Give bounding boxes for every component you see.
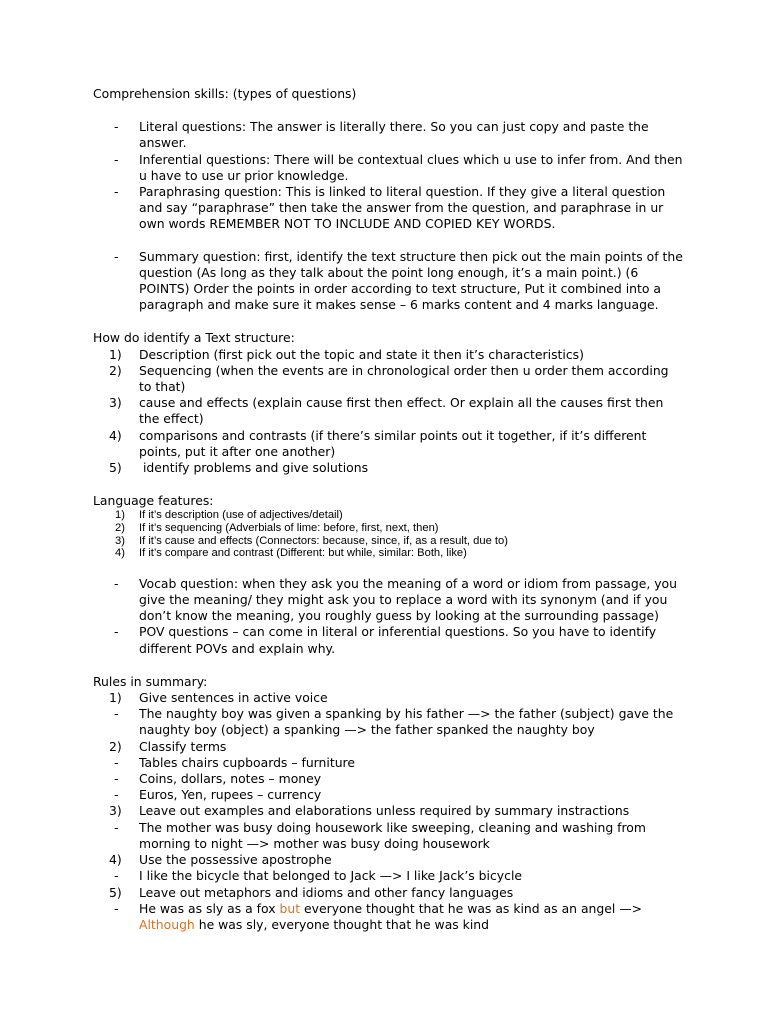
- list-item: [93, 576, 683, 625]
- bullet-dash: -: [114, 819, 119, 835]
- list-item-text: If it’s sequencing (Adverbials of lime: before, first, next, then): [139, 522, 439, 535]
- example-part: everyone thought that he was as kind as an angel —>: [300, 900, 646, 916]
- list-item-text: Literal questions: The answer is literally there. So you can just copy and paste the answer.: [139, 119, 649, 151]
- example-item: [93, 787, 683, 803]
- rule-text: Use the possessive apostrophe: [139, 852, 332, 868]
- example-item: [93, 901, 683, 933]
- bullet-dash: -: [114, 900, 119, 916]
- example-item: [93, 868, 683, 884]
- rule-item: [93, 690, 683, 706]
- rule-text: Leave out metaphors and idioms and other fancy languages: [139, 884, 514, 900]
- highlighted-word: Although: [139, 916, 195, 932]
- text-structure-list: [93, 347, 683, 477]
- list-item-text: Summary question: first, identify the text structure then pick out the main points of the question (As long as they talk about the point long enough, it’s a main point.) (6 POINTS) Order the points in order according to text structure, Put it combined into a paragraph and make sure it makes sense – 6 marks content and 4 marks language.: [139, 248, 683, 313]
- list-item-text: Vocab question: when they ask you the meaning of a word or idiom from passage, you give the meaning/ they might ask you to replace a word with its synonym (and if you don’t know the meaning, you roughly guess by looking at the surrounding passage): [139, 575, 677, 624]
- list-number: 1): [109, 690, 122, 706]
- list-item: [93, 249, 683, 314]
- list-item: [93, 347, 683, 363]
- list-item-text: Paraphrasing question: This is linked to literal question. If they give a literal question and say “paraphrase” then take the answer from the question, and paraphrase in ur own words REMEMBER NOT TO INCLUDE AND COPIED KEY WORDS.: [139, 184, 666, 232]
- list-item-text: comparisons and contrasts (if there’s similar points out it together, if it’s different points, put it after one another): [139, 427, 647, 459]
- language-notes-list: [93, 576, 683, 657]
- bullet-dash: -: [114, 754, 119, 770]
- highlighted-word: but: [279, 900, 301, 916]
- example-text: Tables chairs cupboards – furniture: [139, 754, 356, 770]
- rule-item: [93, 739, 683, 755]
- list-item: [93, 363, 683, 395]
- list-item-text: POV questions – can come in literal or inferential questions. So you have to identify different POVs and explain why.: [139, 624, 657, 656]
- rule-text: Classify terms: [139, 738, 227, 754]
- example-item: [93, 771, 683, 787]
- list-number: 4): [115, 547, 125, 560]
- list-item-text: If it’s cause and effects (Connectors: because, since, if, as a result, due to): [139, 534, 508, 547]
- example-item: [93, 706, 683, 738]
- list-item: [93, 547, 683, 560]
- list-item-text: Inferential questions: There will be contextual clues which u use to infer from. And then u have to use ur prior knowledge.: [139, 151, 683, 183]
- list-number: 4): [109, 427, 122, 443]
- example-item: [93, 755, 683, 771]
- section-heading-text-structure: How do identify a Text structure:: [93, 330, 295, 346]
- list-number: 3): [109, 803, 122, 819]
- list-item-text: Sequencing (when the events are in chronological order then u order them according to that): [139, 362, 669, 395]
- rule-text: Give sentences in active voice: [139, 690, 328, 706]
- list-number: 5): [109, 460, 122, 476]
- rule-item: [93, 803, 683, 819]
- list-number: 1): [115, 509, 125, 522]
- bullet-dash: -: [114, 787, 119, 803]
- bullet-dash: -: [114, 624, 119, 640]
- list-item: [93, 460, 683, 476]
- example-item: [93, 820, 683, 852]
- bullet-dash: -: [114, 706, 119, 722]
- language-features-list: [93, 509, 683, 559]
- document-page: [93, 86, 683, 933]
- list-item: [93, 535, 683, 548]
- list-item: [93, 395, 683, 427]
- list-number: 5): [109, 884, 122, 900]
- summary-rules-list: [93, 690, 683, 933]
- example-text: The mother was busy doing housework like sweeping, cleaning and washing from morning to night —> mother was busy doing housework: [139, 819, 646, 851]
- example-text: Coins, dollars, notes – money: [139, 771, 322, 787]
- list-item-text: If it’s description (use of adjectives/detail): [139, 509, 343, 522]
- example-text: [139, 901, 683, 933]
- list-number: 1): [109, 346, 122, 362]
- bullet-dash: -: [114, 151, 119, 167]
- list-item: [93, 522, 683, 535]
- list-number: 4): [109, 852, 122, 868]
- list-number: 3): [115, 534, 125, 547]
- bullet-dash: -: [114, 119, 119, 135]
- list-item: [93, 509, 683, 522]
- list-item: [93, 624, 683, 656]
- list-item: [93, 119, 683, 151]
- list-number: 2): [115, 522, 125, 535]
- bullet-dash: -: [114, 184, 119, 200]
- example-text: Euros, Yen, rupees – currency: [139, 787, 322, 803]
- list-item: [93, 184, 683, 233]
- rule-text: Leave out examples and elaborations unless required by summary instractions: [139, 803, 630, 819]
- example-text: The naughty boy was given a spanking by his father —> the father (subject) gave the naughty boy (object) a spanking —> the father spanked the naughty boy: [139, 706, 674, 738]
- example-part: he was sly, everyone thought that he was kind: [194, 916, 490, 932]
- list-item-text: cause and effects (explain cause first then effect. Or explain all the causes first then the effect): [139, 395, 664, 427]
- bullet-dash: -: [114, 575, 119, 591]
- bullet-dash: -: [114, 248, 119, 264]
- page-title: Comprehension skills: (types of questions): [93, 86, 357, 101]
- list-item-text: If it’s compare and contrast (Different: but while, similar: Both, like): [139, 547, 467, 560]
- rule-item: [93, 885, 683, 901]
- list-number: 2): [109, 738, 122, 754]
- question-types-list: [93, 119, 683, 313]
- list-item-text: Description (first pick out the topic and state it then it’s characteristics): [139, 346, 584, 362]
- list-item: [93, 152, 683, 184]
- section-heading-summary-rules: Rules in summary:: [93, 673, 208, 689]
- list-number: 3): [109, 395, 122, 411]
- example-part: He was as sly as a fox: [139, 900, 280, 916]
- example-text: I like the bicycle that belonged to Jack —> I like Jack’s bicycle: [139, 868, 523, 884]
- bullet-dash: -: [114, 771, 119, 787]
- list-item-text: identify problems and give solutions: [139, 460, 369, 476]
- list-item: [93, 428, 683, 460]
- section-heading-language-features: Language features:: [93, 493, 214, 509]
- bullet-dash: -: [114, 868, 119, 884]
- list-number: 2): [109, 362, 122, 378]
- rule-item: [93, 852, 683, 868]
